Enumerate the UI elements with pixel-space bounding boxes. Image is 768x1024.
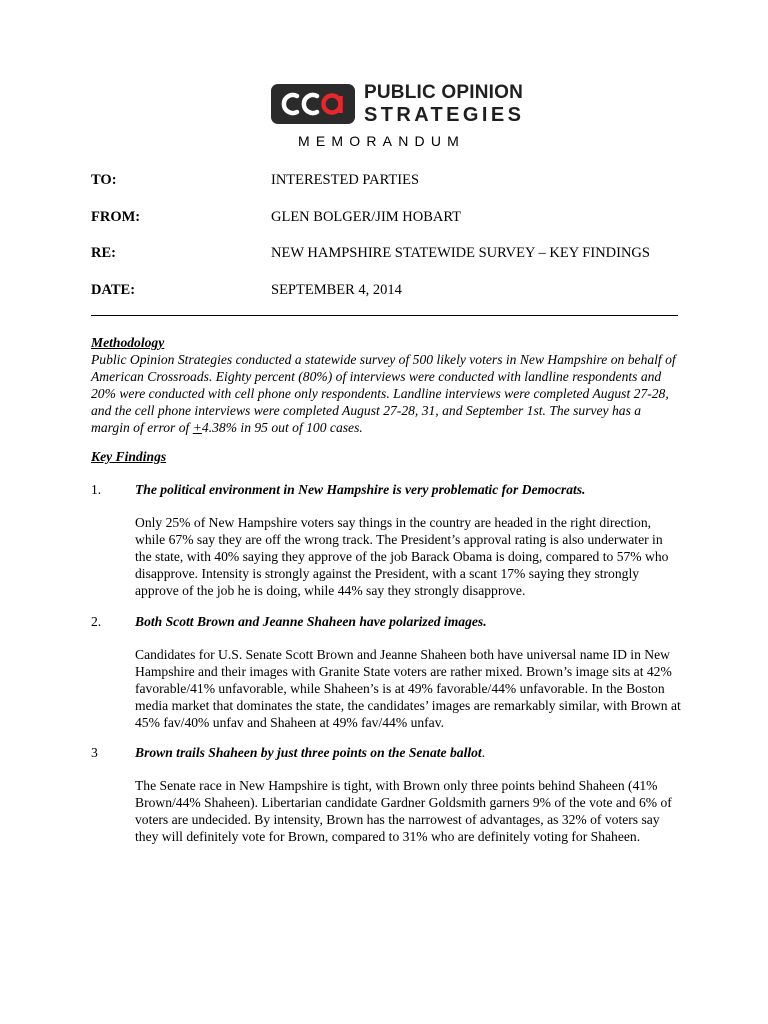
finding-1-heading: The political environment in New Hampshire is very problematic for Democrats.: [135, 482, 586, 497]
finding-1-body: Only 25% of New Hampshire voters say things in the country are headed in the right direction, while 67% say they are off the wrong track. The President’s approval rating is also underwater in the state, with 40% saying they approve of the job Barack Obama is doing, compared to 57% who disapprove. Intensity is strongly against the President, with a scant 17% saying they strongly approve of the job he is doing, while 44% say they strongly disapprove.: [135, 515, 669, 598]
logo-line-1: PUBLIC OPINION: [364, 82, 524, 103]
memo-title: MEMORANDUM: [298, 133, 465, 149]
date-value: SEPTEMBER 4, 2014: [271, 282, 402, 298]
finding-3-number: 3: [91, 745, 98, 760]
company-logo: [271, 83, 526, 127]
logo-mark: [271, 84, 355, 124]
to-label: TO:: [91, 172, 117, 188]
finding-2-heading: Both Scott Brown and Jeanne Shaheen have polarized images.: [135, 614, 487, 629]
finding-3-heading-period: .: [481, 745, 486, 760]
key-findings-heading-wrap: [91, 448, 681, 465]
from-label: FROM:: [91, 209, 141, 225]
logo-line-2: STRATEGIES: [364, 104, 525, 126]
methodology-section: [91, 334, 681, 436]
finding-1-number: 1.: [91, 482, 102, 497]
key-findings-heading: Key Findings: [91, 449, 167, 464]
date-label: DATE:: [91, 282, 136, 298]
plus-minus-symbol: +: [192, 420, 202, 435]
re-value: NEW HAMPSHIRE STATEWIDE SURVEY – KEY FINDINGS: [271, 245, 650, 261]
finding-3-heading-text: Brown trails Shaheen by just three points on the Senate ballot: [135, 745, 482, 760]
methodology-heading: Methodology: [91, 335, 165, 350]
finding-3-heading: [135, 744, 695, 761]
header-divider: [91, 315, 678, 316]
finding-2-number: 2.: [91, 614, 102, 629]
methodology-text-end: 4.38% in 95 out of 100 cases.: [201, 420, 363, 435]
re-label: RE:: [91, 245, 116, 261]
finding-2-body: Candidates for U.S. Senate Scott Brown and Jeanne Shaheen both have universal name ID in New Hampshire and their images with Granite State voters are rather mixed. Brown’s image sits at 42% favorable/41% unfavorable, while Shaheen’s is at 49% favorable/44% unfavorable. In the Boston media market that dominates the state, the candidates’ images are remarkably similar, with Brown at 45% fav/40% unfav and Shaheen at 49% fav/44% unfav.: [135, 647, 681, 730]
to-value: INTERESTED PARTIES: [271, 172, 420, 188]
from-value: GLEN BOLGER/JIM HOBART: [271, 209, 462, 225]
methodology-text-main: Public Opinion Strategies conducted a statewide survey of 500 likely voters in New Hampshire on behalf of American Crossroads. Eighty percent (80%) of interviews were conducted with landline respondents and 20% were conducted with cell phone only respondents. Landline interviews were completed August 27-28, and the cell phone interviews were completed August 27-28, 31, and September 1st. The survey has a margin of error of: [91, 352, 676, 435]
logo-mark-icon: [271, 84, 355, 124]
logo-wordmark: [364, 83, 524, 125]
finding-3-body: The Senate race in New Hampshire is tight, with Brown only three points behind Shaheen (41% Brown/44% Shaheen). Libertarian candidate Gardner Goldsmith garners 9% of the vote and 6% of voters are undecided. By intensity, Brown has the narrowest of advantages, as 32% of voters say they will definitely vote for Brown, compared to 31% who are definitely voting for Shaheen.: [135, 778, 672, 844]
methodology-text: [91, 351, 681, 436]
